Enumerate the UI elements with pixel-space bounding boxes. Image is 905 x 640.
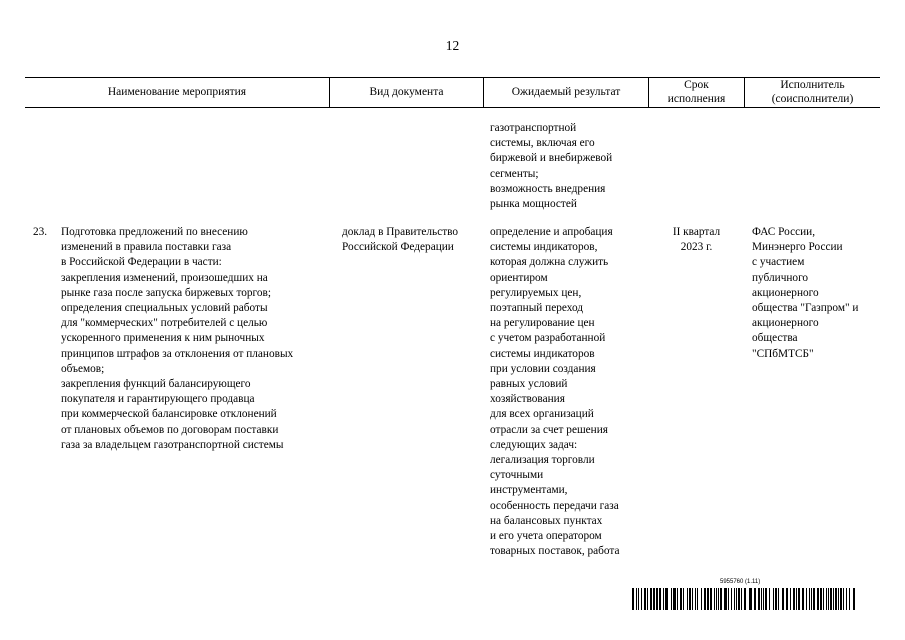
barcode-bar (718, 588, 719, 610)
barcode-bar (806, 588, 807, 610)
header-result (484, 77, 648, 107)
barcode-bar (773, 588, 774, 610)
text-line: определения специальных условий работы (61, 302, 268, 315)
barcode-bar (692, 588, 693, 610)
executor-text (752, 225, 858, 362)
barcode-bar (724, 588, 727, 610)
text-line: для "коммерческих" потребителей с целью (61, 317, 268, 330)
barcode-bar (782, 588, 784, 610)
header-name-label: Наименование мероприятия (107, 86, 247, 98)
text-line: поэтапный переход (490, 302, 584, 315)
barcode-bar (820, 588, 822, 610)
text-line: системы индикаторов, (490, 241, 598, 254)
barcode-bar (695, 588, 696, 610)
barcode-bar (849, 588, 850, 610)
text-line: изменений в правила поставки газа (61, 241, 232, 254)
barcode-bar (763, 588, 764, 610)
text-line: доклад в Правительство (342, 226, 459, 238)
deadline-text (649, 225, 744, 255)
text-line: закрепления изменений, произошедших на (61, 271, 268, 284)
text-line: акционерного (752, 286, 819, 299)
barcode-bar (790, 588, 791, 610)
barcode-bar (671, 588, 672, 610)
text-line: акционерного (752, 317, 819, 330)
text-line: газа за владельцем газотранспортной системы (61, 438, 284, 451)
text-line: биржевой и внебиржевой (490, 152, 613, 165)
barcode-bar (798, 588, 800, 610)
barcode-bar (701, 588, 702, 610)
header-executor-line: (соисполнители) (771, 93, 854, 105)
barcode-bar (659, 588, 661, 610)
barcode-bar (846, 588, 847, 610)
text-line: с учетом разработанной (490, 332, 606, 345)
barcode-bar (826, 588, 827, 610)
barcode-bar (714, 588, 715, 610)
barcode-bar (769, 588, 770, 610)
text-line: системы, включая его (490, 137, 595, 150)
barcode-bar (689, 588, 691, 610)
text-line: в Российской Федерации в части: (61, 256, 222, 269)
barcode-bar (687, 588, 688, 610)
text-line: сегменты; (490, 167, 539, 180)
text-line: рынке газа после запуска биржевых торгов; (61, 286, 272, 299)
barcode-bar (833, 588, 834, 610)
barcode-bar (758, 588, 760, 610)
barcode-bar (677, 588, 678, 610)
barcode-bar (632, 588, 634, 610)
barcode-bar (716, 588, 717, 610)
expected-result-text (490, 225, 620, 559)
barcode-bar (731, 588, 732, 610)
text-line: товарных поставок, работа (490, 545, 620, 558)
barcode-bar (736, 588, 737, 610)
text-line: и его учета оператором (490, 530, 602, 543)
text-line: Минэнерго России (752, 241, 843, 254)
header-doc-type-label: Вид документа (369, 86, 444, 98)
text-line: Подготовка предложений по внесению (61, 226, 248, 238)
text-line: с участием (752, 256, 805, 269)
barcode-bar (835, 588, 837, 610)
barcode-bar (728, 588, 729, 610)
text-line: объемов; (61, 362, 105, 375)
barcode-bar (683, 588, 684, 610)
text-line: ориентиром (490, 271, 548, 284)
barcode-bar (697, 588, 698, 610)
barcode-bar (840, 588, 842, 610)
barcode-bar (761, 588, 762, 610)
document-type-text (342, 225, 458, 255)
barcode-bar (738, 588, 740, 610)
continuation-result-text (490, 121, 612, 212)
text-line: "СПбМТСБ" (752, 347, 814, 360)
text-line: на балансовых пунктах (490, 514, 603, 527)
barcode-bar (775, 588, 777, 610)
barcode-bar (749, 588, 752, 610)
text-line: инструментами, (490, 484, 568, 497)
barcode-bar (853, 588, 855, 610)
text-line: рынка мощностей (490, 198, 577, 211)
barcode-bar (734, 588, 735, 610)
text-line: закрепления функций балансирующего (61, 378, 251, 391)
text-line: определение и апробация (490, 226, 613, 238)
text-line: легализация торговли (490, 454, 595, 467)
barcode-bar (796, 588, 797, 610)
text-line: от плановых объемов по договорам поставки (61, 423, 279, 436)
header-executor-line: Исполнитель (780, 79, 845, 91)
header-name (25, 77, 329, 107)
text-line: 2023 г. (680, 241, 713, 254)
text-line: которая должна служить (490, 256, 609, 269)
text-line: ФАС России, (752, 226, 816, 238)
barcode-bar (830, 588, 832, 610)
header-doc-type (330, 77, 483, 107)
barcode-bar (744, 588, 746, 610)
text-line: общества (752, 332, 798, 345)
header-executor (745, 77, 880, 107)
barcode-bar (754, 588, 756, 610)
text-line: системы индикаторов (490, 347, 595, 360)
text-line: регулируемых цен, (490, 286, 582, 299)
barcode-bar (809, 588, 810, 610)
barcode-bar (653, 588, 655, 610)
table-header-rule (25, 107, 880, 108)
barcode-bar (823, 588, 824, 610)
barcode-bar (638, 588, 639, 610)
text-line: на регулирование цен (490, 317, 595, 330)
text-line: возможность внедрения (490, 182, 606, 195)
text-line: при условии создания (490, 362, 596, 375)
barcode-bar (707, 588, 709, 610)
barcode-bar (813, 588, 815, 610)
barcode-bar (680, 588, 682, 610)
header-deadline-line: Срок (684, 79, 709, 91)
barcode-bar (704, 588, 706, 610)
text-line: суточными (490, 469, 544, 482)
header-deadline-line: исполнения (667, 93, 726, 105)
text-line: хозяйствования (490, 393, 565, 406)
text-line: для всех организаций (490, 408, 594, 421)
barcode-bar (786, 588, 788, 610)
barcode-bar (802, 588, 804, 610)
barcode-bar (673, 588, 676, 610)
barcode (632, 588, 858, 610)
text-line: общества "Газпром" и (752, 302, 859, 315)
barcode-bar (644, 588, 646, 610)
barcode-bar (641, 588, 642, 610)
text-line: особенность передачи газа (490, 499, 619, 512)
text-line: публичного (752, 271, 809, 284)
barcode-bar (811, 588, 812, 610)
barcode-bar (838, 588, 839, 610)
text-line: Российской Федерации (342, 241, 454, 254)
header-result-label: Ожидаемый результат (511, 86, 621, 98)
barcode-bar (778, 588, 779, 610)
text-line: II квартал (672, 226, 721, 238)
text-line: покупателя и гарантирующего продавца (61, 393, 255, 406)
row-number: 23. (33, 226, 48, 238)
text-line: газотранспортной (490, 122, 577, 134)
text-line: ускоренного применения к ним рыночных (61, 332, 265, 345)
barcode-bar (647, 588, 648, 610)
barcode-bar (710, 588, 712, 610)
barcode-bar (663, 588, 664, 610)
text-line: отрасли за счет решения (490, 423, 608, 436)
barcode-bar (636, 588, 637, 610)
header-deadline (649, 77, 744, 107)
text-line: принципов штрафов за отклонения от плановых (61, 347, 294, 360)
barcode-bar (793, 588, 795, 610)
text-line: следующих задач: (490, 438, 578, 451)
page-number: 12 (445, 38, 460, 53)
barcode-bar (765, 588, 767, 610)
barcode-bar (828, 588, 829, 610)
barcode-bar (741, 588, 742, 610)
barcode-bar (843, 588, 844, 610)
barcode-bar (720, 588, 722, 610)
text-line: при коммерческой балансировке отклонений (61, 408, 277, 421)
barcode-number: 5955760 (1.11) (720, 579, 761, 585)
barcode-bar (817, 588, 819, 610)
measure-name-text (61, 225, 293, 453)
text-line: равных условий (490, 378, 568, 391)
barcode-bar (656, 588, 658, 610)
barcode-bar (665, 588, 668, 610)
barcode-bar (650, 588, 652, 610)
